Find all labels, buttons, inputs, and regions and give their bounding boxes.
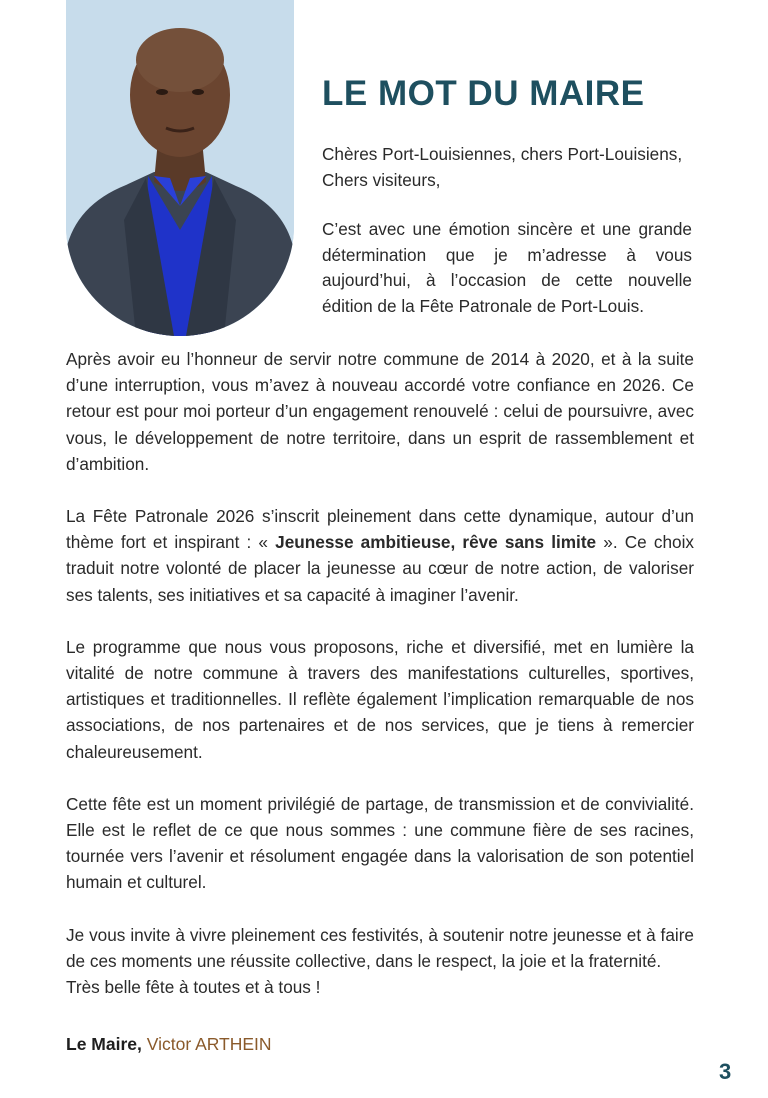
closing-line: Très belle fête à toutes et à tous ! [66,977,321,998]
paragraph-2-start: La Fête Patronale 2026 s’inscrit pleinement dans cette dynamique, autour d’un thème fort et inspirant : « [66,506,694,553]
intro-block [322,142,692,319]
signature-label: Le Maire, [66,1034,142,1054]
portrait-illustration [66,0,294,336]
paragraph-2-end: ». Ce choix traduit notre volonté de placer la jeunesse au cœur de notre action, de valoriser ses talents, ses initiatives et sa capacité à imaginer l’avenir. [66,532,694,605]
mayor-portrait-image [66,0,294,336]
letter-body [66,346,694,1000]
signature-name: Victor ARTHEIN [146,1034,272,1054]
page-number: 3 [719,1059,732,1084]
paragraph-4: Cette fête est un moment privilégié de partage, de transmission et de convivialité. Elle est le reflet de ce que nous sommes : une commune fière de ses racines, tournée vers l’avenir et résolument engagée dans la valorisation de son potentiel humain et culturel. [66,793,694,893]
paragraph-1: Après avoir eu l’honneur de servir notre commune de 2014 à 2020, et à la suite d’une interruption, vous m’avez à nouveau accordé votre confiance en 2026. Ce retour est pour moi porteur d’un engagement renouvelé : celui de poursuivre, avec vous, le développement de notre territoire, dans un esprit de rassemblement et d’ambition. [66,349,694,474]
greeting-line: Chers visiteurs, [322,169,441,190]
paragraph-3: Le programme que nous vous proposons, riche et diversifié, met en lumière la vitalité de notre commune à travers des manifestations culturelles, sportives, artistiques et traditionnelles. Il reflète également l’implication remarquable de nos associations, de nos partenaires et de nos services, que je tiens à remercier chaleureusement. [66,636,694,762]
intro-paragraph: C’est avec une émotion sincère et une grande détermination que je m’adresse à vous aujourd’hui, à l’occasion de cette nouvelle édition de la Fête Patronale de Port-Louis. [322,219,692,316]
signature [66,1034,272,1055]
paragraph-5-text: Je vous invite à vivre pleinement ces festivités, à soutenir notre jeunesse et à faire de ces moments une réussite collective, dans le respect, la joie et la fraternité. [66,924,694,971]
theme-text: Jeunesse ambitieuse, rêve sans limite [275,532,597,553]
page-title: LE MOT DU MAIRE [322,74,645,113]
paragraph-5 [66,922,694,1001]
paragraph-2 [66,503,694,608]
greeting-line: Chères Port-Louisiennes, chers Port-Louisiens, [322,144,683,164]
